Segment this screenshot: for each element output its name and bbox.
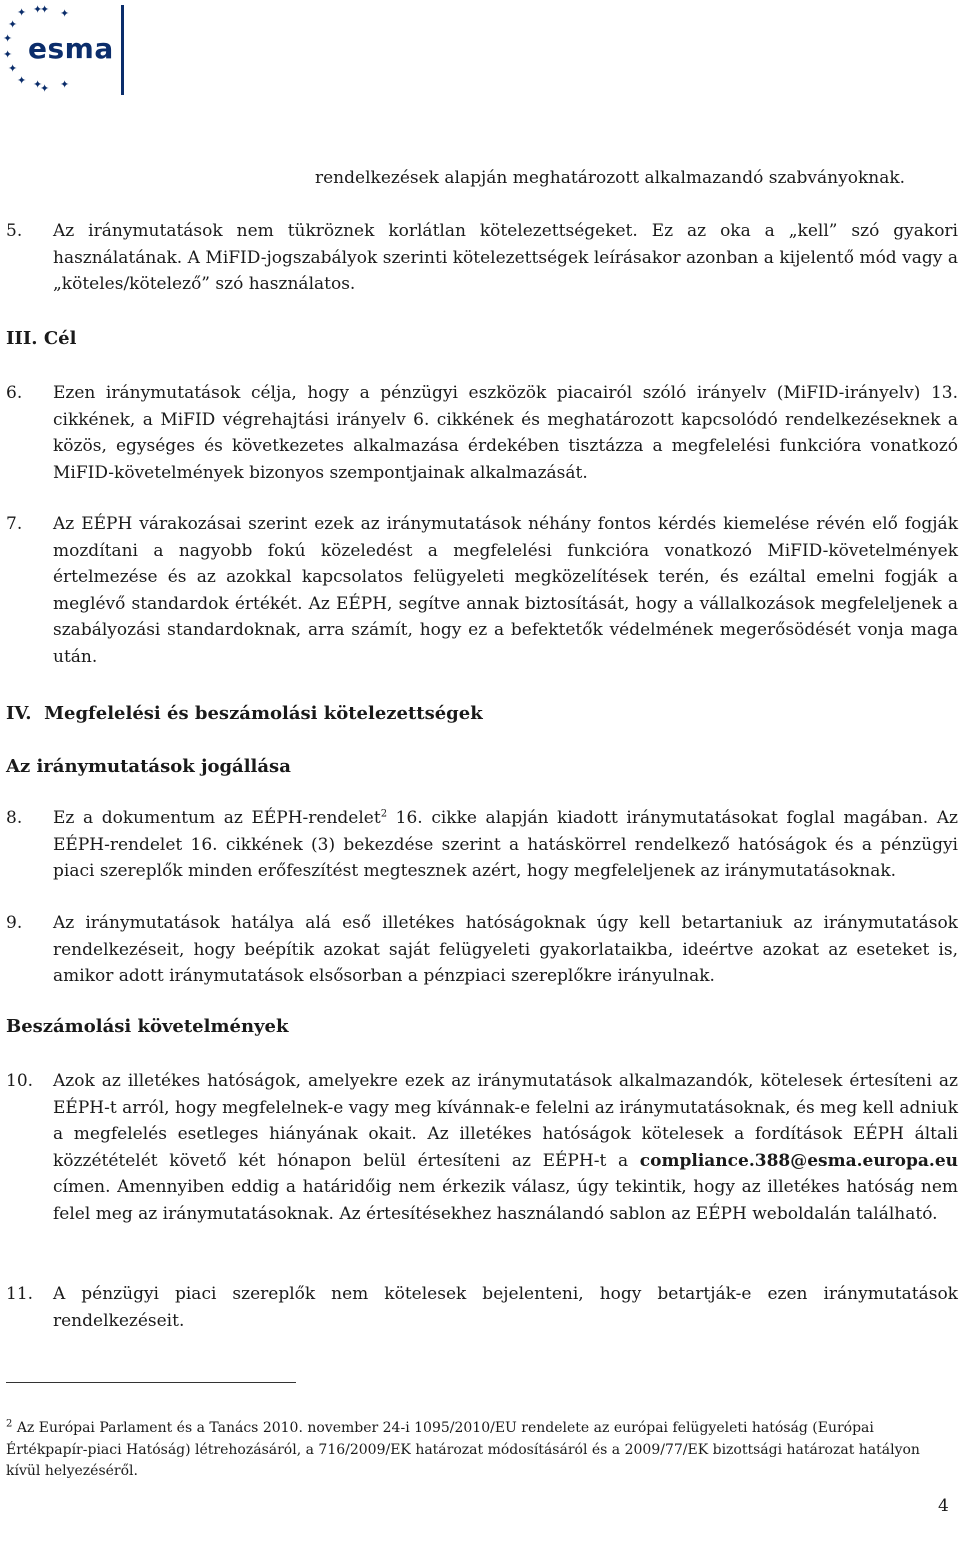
para-5-number: 5. [6, 221, 23, 241]
logo-divider [121, 5, 124, 95]
svg-text:✦: ✦ [33, 78, 43, 91]
footnote [6, 1418, 956, 1483]
svg-text:✦: ✦ [3, 48, 13, 61]
section-4-heading [6, 703, 483, 724]
compliance-email-link[interactable]: compliance.388@esma.europa.eu [639, 1150, 958, 1171]
footnote-text: Az Európai Parlament és a Tanács 2010. november 24-i 1095/2010/EU rendelete az európai felügyeleti hatóság (Európai Értékpapír-piaci Hatóság) létrehozásáról, a 716/2009/EK határozat módosításáról és a 2009/77/EK bizottsági határozat hatályon kívül helyezéséről. [6, 1420, 920, 1479]
para-11-text: A pénzügyi piaci szereplők nem kötelesek bejelenteni, hogy betartják-e ezen iránymutatások rendelkezéseit. [53, 1284, 958, 1331]
page-number: 4 [938, 1496, 949, 1516]
section-4-title: Megfelelési és beszámolási kötelezettségek [44, 703, 483, 724]
svg-text:✦: ✦ [17, 6, 27, 19]
para-7-number: 7. [6, 514, 23, 534]
esma-logo [0, 0, 130, 100]
carryover-text: rendelkezések alapján meghatározott alkalmazandó szabványoknak. [315, 168, 906, 188]
page-header [0, 0, 960, 110]
subheading-legal-status: Az iránymutatások jogállása [6, 756, 291, 777]
section-3-heading [6, 328, 76, 349]
footnote-ref[interactable]: 2 [380, 808, 388, 820]
svg-text:✦: ✦ [60, 78, 70, 91]
svg-text:✦: ✦ [40, 3, 50, 16]
para-10-text-b: címen. Amennyiben eddig a határidőig nem érkezik válasz, úgy tekintik, hogy az illetékes hatóság nem felel meg az iránymutatásoknak. Az értesítésekhez használandó sablon az EÉPH weboldalán található. [53, 1177, 958, 1224]
section-4-number: IV. [6, 703, 32, 724]
para-10-text [53, 1068, 958, 1227]
para-5-text: Az iránymutatások nem tükröznek korlátlan kötelezettségeket. Ez az oka a „kell” szó gyakori használatának. A MiFID-jogszabályok szerinti kötelezettségek leírásakor azonban a kijelentő mód vagy a „köteles/kötelező” szó használatos. [53, 221, 958, 294]
para-9-number: 9. [6, 913, 23, 933]
para-6-text: Ezen iránymutatások célja, hogy a pénzügyi eszközök piacairól szóló irányelv (MiFID-irányelv) 13. cikkének, a MiFID végrehajtási irányelv 6. cikkének és meghatározott kapcsolódó rendelkezéseknek a közös, egységes és következetes alkalmazása érdekében tisztázza a megfelelési funkcióra vonatkozó MiFID-követelmények bizonyos szempontjainak alkalmazását. [53, 383, 958, 483]
footnote-divider [6, 1382, 296, 1383]
para-8-text [53, 805, 958, 885]
section-3-number: III. [6, 328, 38, 349]
logo-wordmark: esma [28, 32, 114, 65]
svg-text:✦: ✦ [17, 74, 27, 87]
para-8-text-a: Ez a dokumentum az EÉPH-rendelet [53, 808, 381, 828]
svg-text:✦: ✦ [8, 62, 18, 75]
para-8-number: 8. [6, 808, 23, 828]
subheading-reporting: Beszámolási követelmények [6, 1016, 289, 1037]
para-6-number: 6. [6, 383, 23, 403]
svg-text:✦: ✦ [3, 32, 13, 45]
para-8-text-b: 16. cikke alapján kiadott iránymutatásokat foglal magában. Az EÉPH-rendelet 16. cikkének (3) bekezdése szerint a hatáskörrel rendelkező hatóságok és a pénzügyi piaci szereplők minden erőfeszítést megtesznek azért, hogy megfeleljenek az iránymutatásoknak. [53, 808, 959, 881]
para-11-number: 11. [6, 1284, 34, 1304]
svg-text:✦: ✦ [40, 82, 50, 95]
svg-text:✦: ✦ [60, 7, 70, 20]
para-10-text-a: Azok az illetékes hatóságok, amelyekre ezek az iránymutatások alkalmazandók, kötelesek értesíteni az EÉPH-t arról, hogy megfelelnek-e vagy meg kívánnak-e felelni az iránymutatásoknak, és meg kell adniuk a megfelelés esetleges hiányának okait. Az illetékes hatóságok kötelesek a fordítások EÉPH általi közzétételét követő két hónapon belül értesíteni az EÉPH-t a [53, 1071, 958, 1171]
section-3-title: Cél [43, 328, 77, 349]
para-9-text: Az iránymutatások hatálya alá eső illetékes hatóságoknak úgy kell betartaniuk az iránymutatások rendelkezéseit, hogy beépítik azokat saját felügyeleti gyakorlataikba, ideértve azokat az eseteket is, amikor adott iránymutatások elsősorban a pénzpiaci szereplőkre irányulnak. [53, 913, 958, 986]
svg-text:✦: ✦ [8, 18, 18, 31]
para-7-text: Az EÉPH várakozásai szerint ezek az iránymutatások néhány fontos kérdés kiemelése révén elő fogják mozdítani a nagyobb fokú közeledést a megfelelési funkcióra vonatkozó MiFID-követelmények értelmezése és az azokkal kapcsolatos felügyeleti megközelítések terén, és ezáltal emelni fogják a meglévő standardok értékét. Az EÉPH, segítve annak biztosítását, hogy a vállalkozások megfeleljenek a szabályozási standardoknak, arra számít, hogy ez a befektetők védelmének megerősödését vonja maga után. [53, 514, 958, 667]
svg-text:✦: ✦ [33, 3, 43, 16]
footnote-marker: 2 [6, 1418, 13, 1430]
para-10-number: 10. [6, 1071, 34, 1091]
